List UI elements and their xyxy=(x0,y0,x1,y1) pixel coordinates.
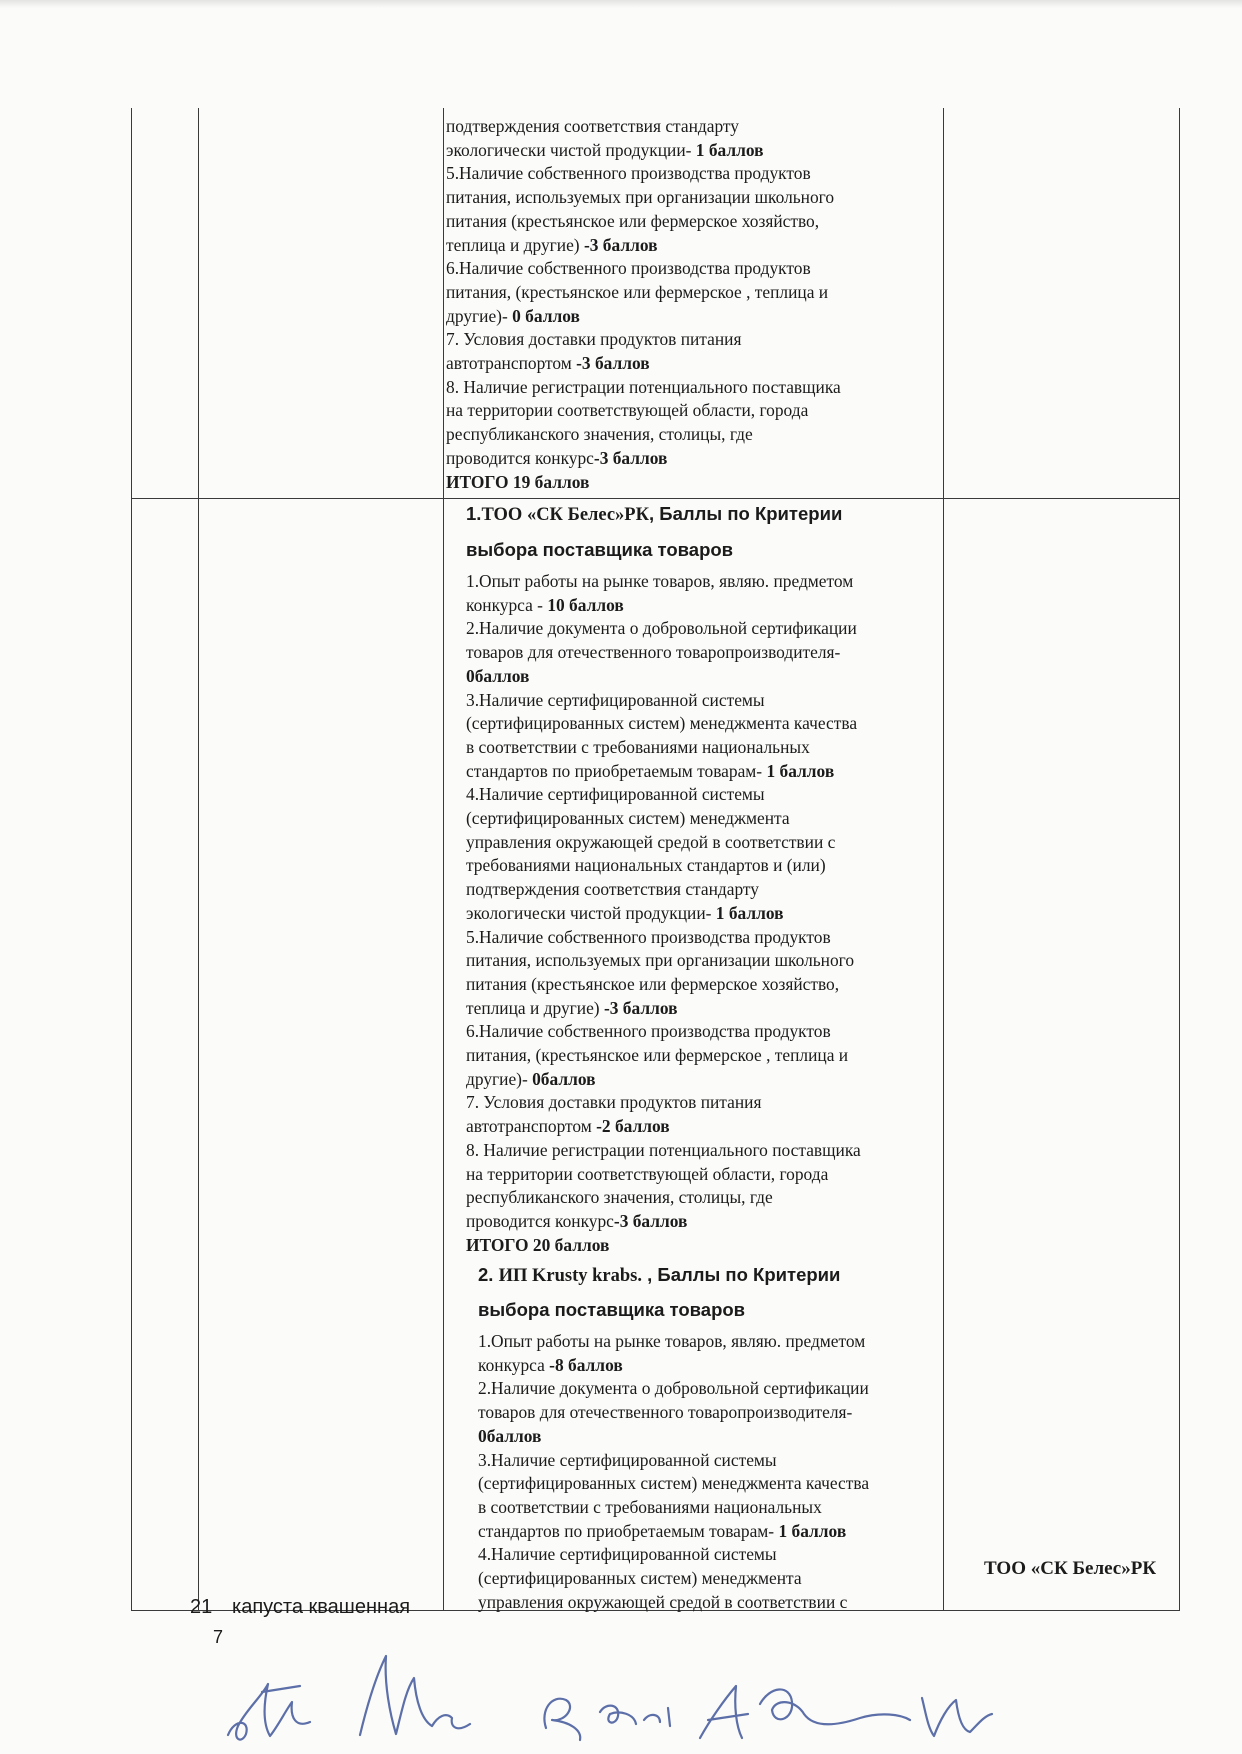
supplier1-criteria xyxy=(466,570,861,1257)
criteria-line xyxy=(446,162,841,186)
criteria-text: требованиями национальных стандартов и (или) xyxy=(466,855,826,876)
criteria-line xyxy=(446,115,841,139)
criteria-line xyxy=(446,352,841,376)
criteria-line xyxy=(446,257,841,281)
criteria-line xyxy=(466,997,861,1021)
criteria-text: питания, используемых при организации школьного xyxy=(446,187,835,208)
criteria-text: экологически чистой продукции- xyxy=(446,139,696,160)
supplier1-total: ИТОГО 20 баллов xyxy=(466,1234,610,1255)
criteria-text: стандартов по приобретаемым товарам- xyxy=(478,1520,779,1541)
criteria-line xyxy=(446,399,841,423)
criteria-text: в соответствии с требованиями национальных xyxy=(478,1496,822,1517)
table-border-left xyxy=(131,108,132,1610)
criteria-text: (сертифицированных систем) менеджмента качества xyxy=(466,713,858,734)
criteria-text: 1.Опыт работы на рынке товаров, являю. предметом xyxy=(478,1331,866,1351)
prev-row-total: ИТОГО 19 баллов xyxy=(446,471,590,492)
criteria-text: подтверждения соответствия стандарту xyxy=(466,879,759,900)
criteria-line xyxy=(466,594,861,618)
criteria-line xyxy=(466,570,861,594)
criteria-line xyxy=(446,186,841,210)
supplier2-criteria xyxy=(478,1330,869,1614)
supplier1-heading: 1.ТОО «СК Белес»РК, Баллы по Критерии xyxy=(466,503,843,525)
criteria-text: товаров для отечественного товаропроизводителя- xyxy=(466,642,841,663)
table-col-divider-3 xyxy=(943,108,944,1610)
criteria-text: 1.Опыт работы на рынке товаров, являю. предметом xyxy=(466,571,854,591)
criteria-text: другие)- xyxy=(446,305,513,326)
criteria-line xyxy=(478,1567,869,1591)
criteria-text: 8. Наличие регистрации потенциального поставщика xyxy=(446,376,841,397)
criteria-line xyxy=(478,1520,869,1544)
criteria-text: проводится конкурс xyxy=(446,447,594,468)
criteria-text: проводится конкурс xyxy=(466,1210,614,1231)
criteria-line xyxy=(466,1068,861,1092)
criteria-score: 10 баллов xyxy=(547,594,624,615)
criteria-line xyxy=(466,1186,861,1210)
row-number: 21 xyxy=(190,1596,213,1618)
criteria-line xyxy=(478,1449,869,1473)
criteria-score: -2 баллов xyxy=(596,1116,670,1137)
criteria-text: республиканского значения, столицы, где xyxy=(446,424,753,445)
criteria-text: управления окружающей средой в соответствии с xyxy=(478,1591,848,1612)
criteria-text: стандартов по приобретаемым товарам- xyxy=(466,760,767,781)
prev-row-lines xyxy=(446,115,841,471)
criteria-text: теплица и другие) xyxy=(466,997,604,1018)
criteria-line xyxy=(446,447,841,471)
criteria-score: 1 баллов xyxy=(695,139,764,160)
criteria-line xyxy=(466,736,861,760)
criteria-line xyxy=(466,973,861,997)
criteria-text: питания, (крестьянское или фермерское , теплица и xyxy=(446,281,829,302)
criteria-score: 0баллов xyxy=(532,1068,596,1089)
criteria-text: (сертифицированных систем) менеджмента xyxy=(478,1568,802,1589)
criteria-text: питания (крестьянское или фермерское хозяйство, xyxy=(446,210,820,231)
supplier2-heading: 2. ИП Krusty krabs. , Баллы по Критерии xyxy=(478,1264,841,1286)
criteria-text: 3.Наличие сертифицированной системы xyxy=(478,1449,777,1470)
criteria-text: 7. Условия доставки продуктов питания xyxy=(466,1092,762,1113)
criteria-text: 6.Наличие собственного производства продуктов xyxy=(466,1021,831,1042)
supplier1-heading-line2: выбора поставщика товаров xyxy=(466,539,734,560)
criteria-line xyxy=(478,1377,869,1401)
supplier1-lines xyxy=(466,570,861,1234)
criteria-line xyxy=(466,1210,861,1234)
criteria-line xyxy=(466,641,861,665)
criteria-text: республиканского значения, столицы, где xyxy=(466,1187,773,1208)
criteria-score: 1 баллов xyxy=(766,760,835,781)
criteria-line xyxy=(466,665,861,689)
criteria-line xyxy=(466,1115,861,1139)
criteria-text: (сертифицированных систем) менеджмента xyxy=(466,808,790,829)
criteria-text: другие)- xyxy=(466,1068,533,1089)
criteria-text: экологически чистой продукции- xyxy=(466,902,716,923)
criteria-text: автотранспортом xyxy=(446,353,577,374)
criteria-text: 5.Наличие собственного производства продуктов xyxy=(446,163,811,184)
criteria-line xyxy=(466,1163,861,1187)
criteria-text: управления окружающей средой в соответствии с xyxy=(466,831,836,852)
supplier2-heading-line2: выбора поставщика товаров xyxy=(478,1299,746,1320)
criteria-score: -3 баллов xyxy=(576,353,650,374)
criteria-line xyxy=(478,1354,869,1378)
criteria-line xyxy=(478,1591,869,1615)
criteria-line xyxy=(466,783,861,807)
criteria-line xyxy=(466,1020,861,1044)
criteria-text: в соответствии с требованиями национальных xyxy=(466,736,810,757)
criteria-line xyxy=(446,305,841,329)
criteria-text: (сертифицированных систем) менеджмента качества xyxy=(478,1473,870,1494)
criteria-score: -3 баллов xyxy=(583,234,658,255)
criteria-text: на территории соответствующей области, города xyxy=(466,1163,829,1184)
criteria-line xyxy=(466,760,861,784)
table-row-divider xyxy=(131,498,1180,499)
criteria-score: 0баллов xyxy=(466,665,530,686)
criteria-line xyxy=(446,234,841,258)
criteria-line xyxy=(446,210,841,234)
criteria-line xyxy=(466,807,861,831)
criteria-score: 1 баллов xyxy=(778,1520,847,1541)
criteria-line xyxy=(466,1139,861,1163)
criteria-text: товаров для отечественного товаропроизводителя- xyxy=(478,1402,853,1423)
criteria-line xyxy=(466,617,861,641)
criteria-score: -3 баллов xyxy=(593,447,668,468)
criteria-line xyxy=(446,423,841,447)
criteria-text: автотранспортом xyxy=(466,1116,597,1137)
criteria-text: питания, (крестьянское или фермерское , теплица и xyxy=(466,1045,849,1066)
criteria-text: подтверждения соответствия стандарту xyxy=(446,116,739,136)
criteria-text: 4.Наличие сертифицированной системы xyxy=(478,1544,777,1565)
product-name: капуста квашенная xyxy=(232,1596,411,1618)
criteria-text: 4.Наличие сертифицированной системы xyxy=(466,784,765,805)
table-border-right xyxy=(1179,108,1180,1610)
table-col-divider-2 xyxy=(443,108,444,1610)
criteria-line xyxy=(466,712,861,736)
supplier2-name: ИП Krusty krabs. xyxy=(498,1266,642,1286)
criteria-text: 6.Наличие собственного производства продуктов xyxy=(446,258,811,279)
criteria-line xyxy=(466,1044,861,1068)
criteria-text: конкурса - xyxy=(466,594,548,615)
criteria-line xyxy=(466,949,861,973)
criteria-score: -3 баллов xyxy=(603,997,678,1018)
prev-row-criteria xyxy=(446,115,841,494)
criteria-score: 0баллов xyxy=(478,1425,542,1446)
criteria-line xyxy=(466,854,861,878)
supplier2-lines xyxy=(478,1330,869,1614)
criteria-line xyxy=(446,376,841,400)
criteria-line xyxy=(466,902,861,926)
criteria-line xyxy=(466,689,861,713)
criteria-score: 1 баллов xyxy=(715,902,784,923)
criteria-line xyxy=(466,926,861,950)
criteria-text: питания (крестьянское или фермерское хозяйство, xyxy=(466,973,840,994)
criteria-line xyxy=(478,1496,869,1520)
signatures-image xyxy=(0,1640,1242,1754)
scan-edge xyxy=(0,0,1242,8)
criteria-text: питания, используемых при организации школьного xyxy=(466,950,855,971)
criteria-text: 7. Условия доставки продуктов питания xyxy=(446,329,742,350)
criteria-score: -8 баллов xyxy=(549,1354,623,1375)
criteria-line xyxy=(446,139,841,163)
criteria-line xyxy=(478,1401,869,1425)
criteria-text: 2.Наличие документа о добровольной сертификации xyxy=(466,618,857,639)
criteria-text: конкурса xyxy=(478,1354,550,1375)
winner-supplier: ТОО «СК Белес»РК xyxy=(984,1558,1157,1579)
criteria-line xyxy=(466,831,861,855)
criteria-line xyxy=(478,1330,869,1354)
criteria-line xyxy=(478,1425,869,1449)
supplier1-name: ТОО «СК Белес»РК xyxy=(481,505,650,525)
criteria-line xyxy=(478,1543,869,1567)
criteria-text: теплица и другие) xyxy=(446,234,584,255)
table-col-divider-1 xyxy=(198,108,199,1610)
criteria-text: 8. Наличие регистрации потенциального поставщика xyxy=(466,1139,861,1160)
criteria-score: -3 баллов xyxy=(613,1210,688,1231)
criteria-text: 3.Наличие сертифицированной системы xyxy=(466,689,765,710)
page-number: 7 xyxy=(213,1627,224,1647)
criteria-line xyxy=(466,1091,861,1115)
criteria-line xyxy=(446,281,841,305)
criteria-text: 2.Наличие документа о добровольной сертификации xyxy=(478,1378,869,1399)
criteria-text: на территории соответствующей области, города xyxy=(446,400,809,421)
criteria-score: 0 баллов xyxy=(512,305,580,326)
criteria-line xyxy=(446,328,841,352)
criteria-line xyxy=(478,1472,869,1496)
criteria-line xyxy=(466,878,861,902)
criteria-text: 5.Наличие собственного производства продуктов xyxy=(466,926,831,947)
